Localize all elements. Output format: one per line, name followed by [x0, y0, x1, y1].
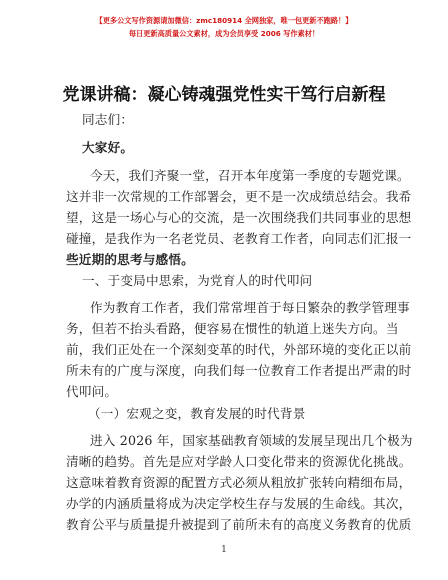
greeting: 大家好。: [82, 140, 134, 155]
promo-banner-line-1: 【更多公文写作资源请加微信：zmc180914 全网独家，唯一包更新不跑路！】: [95, 16, 353, 25]
paragraph-line: 教育公平与质量提升被提到了前所未有的高度义务教育的优质: [66, 517, 412, 532]
page-number: 1: [221, 545, 227, 555]
subsection-heading: （一）宏观之变，教育发展的时代背景: [88, 406, 306, 421]
salutation: 同志们：: [82, 112, 134, 127]
paragraph-line: 这意味着教育资源的配置方式必须从粗放扩张转向精细布局，: [66, 475, 412, 490]
page-title: 党课讲稿：凝心铸魂强党性实干笃行启新程: [62, 85, 386, 105]
paragraph-line: 进入 2026 年，国家基础教育领域的发展呈现出几个极为: [90, 433, 413, 448]
promo-banner: [0, 14, 448, 40]
promo-banner-line-2: 每日更新高质量公文素材，成为会员享受 2006 写作素材！: [128, 29, 320, 38]
paragraph-line: 望，这是一场心与心的交流，是一次围绕我们共同事业的思想: [66, 210, 412, 225]
paragraph-line: 碰撞，是我作为一名老党员、老教育工作者，向同志们汇报一: [66, 231, 412, 246]
paragraph-line: 办学的内涵质量将成为决定学校生存与发展的生命线。其次，: [66, 496, 412, 511]
paragraph-line: 些近期的思考与感悟。: [66, 252, 194, 267]
paragraph-line: 所未有的广度与深度，向我们每一位教育工作者提出严肃的时: [66, 363, 412, 378]
paragraph-line: 代叩问。: [66, 384, 118, 399]
paragraph-line: 这并非一次常规的工作部署会，更不是一次成绩总结会。我希: [66, 189, 412, 204]
paragraph-line: 作为教育工作者，我们常常埋首于每日繁杂的教学管理事: [90, 300, 410, 315]
section-heading: 一、于变局中思索，为党育人的时代叩问: [82, 273, 313, 288]
paragraph-line: 前，我们正处在一个深刻变革的时代，外部环境的变化正以前: [66, 342, 412, 357]
paragraph-line: 今天，我们齐聚一堂，召开本年度第一季度的专题党课。: [90, 168, 410, 183]
paragraph-line: 务，但若不抬头看路，便容易在惯性的轨道上迷失方向。当: [66, 321, 399, 336]
paragraph-line: 清晰的趋势。首先是应对学龄人口变化带来的资源优化挑战。: [66, 454, 412, 469]
